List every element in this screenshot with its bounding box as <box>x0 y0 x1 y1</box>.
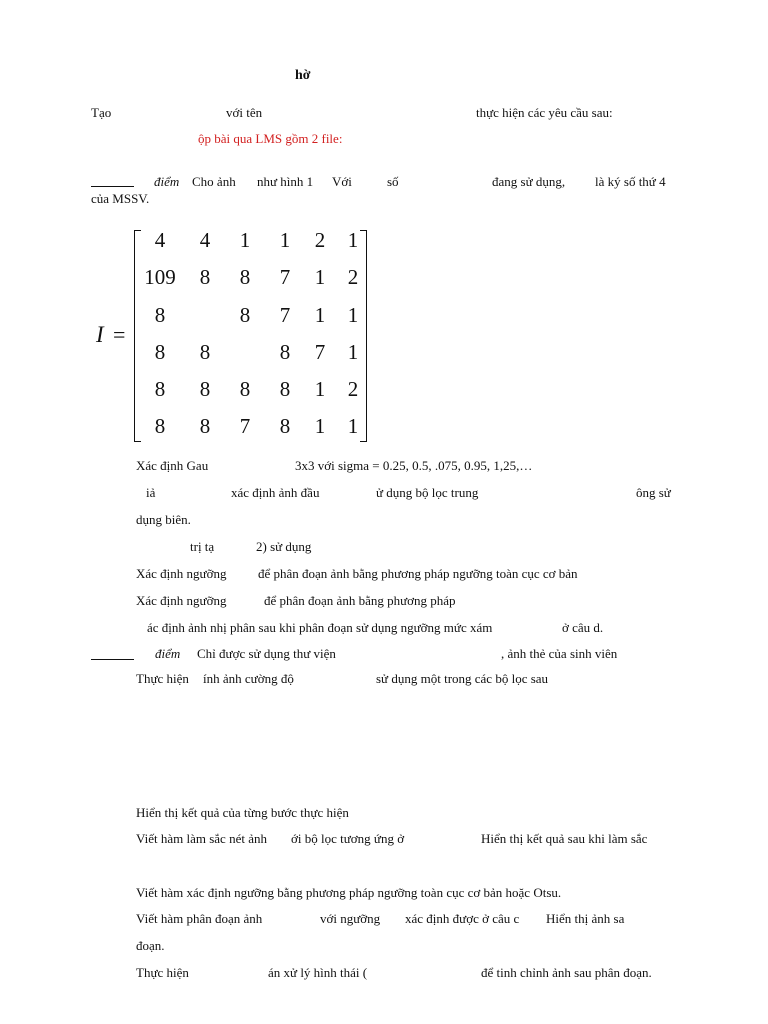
line-c2: 2) sử dụng <box>256 539 312 554</box>
line-b1: iả <box>146 485 156 500</box>
matrix-cell-r4-c5: 7 <box>314 340 326 364</box>
line-hien-thi-ket: Hiển thị kết quả sau khi làm sắc <box>481 831 648 846</box>
line-oi-bo-loc: ới bộ lọc tương ứng ở <box>291 831 405 846</box>
line-f1: ác định ảnh nhị phân sau khi phân đoạn sử dụng ngưỡng mức xám <box>147 620 493 635</box>
line-doan: đoạn. <box>136 938 165 953</box>
score-blank-1 <box>91 186 134 187</box>
line-d2: để phân đoạn ảnh bằng phương pháp ngưỡng toàn cục cơ bản <box>258 566 578 581</box>
page-heading: hờ <box>295 68 311 83</box>
q2-su-dung: sử dụng một trong các bộ lọc sau <box>376 671 549 686</box>
score-blank-2 <box>91 659 134 660</box>
matrix-cell-r5-c5: 1 <box>314 377 326 401</box>
matrix-cell-r1-c3: 1 <box>239 228 251 252</box>
line-hien-thi: Hiển thị kết quả của từng bước thực hiện <box>136 805 349 820</box>
matrix-cell-r1-c6: 1 <box>347 228 359 252</box>
matrix-cell-r5-c3: 8 <box>239 377 251 401</box>
line-a-right: 3x3 với sigma = 0.25, 0.5, .075, 0.95, 1,25,… <box>295 458 533 473</box>
q1-diem: điểm <box>154 174 180 189</box>
line-a-left: Xác định Gau <box>136 458 209 473</box>
q2-diem: điểm <box>155 646 181 661</box>
q2-chi-duoc: Chỉ được sử dụng thư viện <box>197 646 336 661</box>
matrix-cell-r3-c5: 1 <box>314 303 326 327</box>
matrix-cell-r5-c2: 8 <box>199 377 211 401</box>
q2-inh-anh: ính ảnh cường độ <box>203 671 294 686</box>
q2-thuc-hien: Thực hiện <box>136 671 189 686</box>
q2-anh-the: , ảnh thẻ của sinh viên <box>501 646 618 661</box>
matrix-cell-r2-c6: 2 <box>347 265 359 289</box>
matrix-cell-r3-c6: 1 <box>347 303 359 327</box>
matrix-cell-r2-c4: 7 <box>279 265 291 289</box>
intro-voi-ten: với tên <box>226 105 263 120</box>
matrix-cell-r1-c1: 4 <box>154 228 166 252</box>
intro-nop-bai: ộp bài qua LMS gồm 2 file: <box>198 131 343 146</box>
q1-voi: Với <box>332 174 352 189</box>
matrix-cell-r6-c3: 7 <box>239 414 251 438</box>
matrix-cell-r2-c3: 8 <box>239 265 251 289</box>
matrix-cell-r1-c5: 2 <box>314 228 326 252</box>
matrix-cell-r2-c1: 109 <box>144 265 176 289</box>
line-b5: dụng biên. <box>136 512 191 527</box>
intro-thuc-hien: thực hiện các yêu cầu sau: <box>476 105 613 120</box>
matrix-cell-r5-c4: 8 <box>279 377 291 401</box>
line-f2: ở câu d. <box>562 620 604 635</box>
matrix-cell-r4-c6: 1 <box>347 340 359 364</box>
matrix-cell-r6-c1: 8 <box>154 414 166 438</box>
matrix-cell-r3-c3: 8 <box>239 303 251 327</box>
line-viet-ham-1: Viết hàm làm sắc nét ảnh <box>136 831 267 846</box>
line-b2: xác định ảnh đầu <box>231 485 320 500</box>
matrix-right-bracket <box>360 230 367 442</box>
matrix-cell-r3-c1: 8 <box>154 303 166 327</box>
q1-cho-anh: Cho ảnh <box>192 174 236 189</box>
line-d1: Xác định ngưỡng <box>136 566 227 581</box>
line-an-xu-ly: án xử lý hình thái ( <box>268 965 368 980</box>
matrix-cell-r6-c6: 1 <box>347 414 359 438</box>
matrix-cell-r4-c2: 8 <box>199 340 211 364</box>
line-hien-thi-anh: Hiển thị ảnh sa <box>546 911 625 926</box>
matrix-cell-r6-c2: 8 <box>199 414 211 438</box>
matrix-cell-r6-c4: 8 <box>279 414 291 438</box>
line-xac-dinh-duoc: xác định được ở câu c <box>405 911 520 926</box>
line-thuc-hien: Thực hiện <box>136 965 189 980</box>
matrix-equals: = <box>113 322 126 347</box>
matrix-cell-r4-c4: 8 <box>279 340 291 364</box>
line-b4: ông sử <box>636 485 671 500</box>
line-de-tinh: để tinh chỉnh ảnh sau phân đoạn. <box>481 965 652 980</box>
matrix-cell-r1-c4: 1 <box>279 228 291 252</box>
q1-nhu-hinh: như hình 1 <box>257 174 314 189</box>
q1-mssv: của MSSV. <box>91 191 150 206</box>
line-b3: ử dụng bộ lọc trung <box>376 485 479 500</box>
matrix-cell-r3-c4: 7 <box>279 303 291 327</box>
q1-la-ky-so: là ký số thứ 4 <box>595 174 666 189</box>
matrix-cell-r1-c2: 4 <box>199 228 211 252</box>
matrix-cell-r5-c1: 8 <box>154 377 166 401</box>
intro-tao: Tạo <box>91 105 112 120</box>
line-viet-ham-2: Viết hàm xác định ngưỡng bằng phương pháp ngưỡng toàn cục cơ bản hoặc Otsu. <box>136 885 562 900</box>
matrix-cell-r2-c5: 1 <box>314 265 326 289</box>
matrix-cell-r6-c5: 1 <box>314 414 326 438</box>
matrix-left-bracket <box>134 230 141 442</box>
line-e1: Xác định ngưỡng <box>136 593 227 608</box>
matrix-cell-r4-c1: 8 <box>154 340 166 364</box>
line-voi-nguong: với ngưỡng <box>320 911 381 926</box>
line-e2: để phân đoạn ảnh bằng phương pháp <box>264 593 456 608</box>
matrix-symbol: I <box>96 322 104 347</box>
q1-dang-su-dung: đang sử dụng, <box>492 174 566 189</box>
line-c1: trị tạ <box>190 539 215 554</box>
line-viet-ham-3: Viết hàm phân đoạn ảnh <box>136 911 263 926</box>
q1-so: số <box>387 174 399 189</box>
matrix-cell-r2-c2: 8 <box>199 265 211 289</box>
matrix-cell-r5-c6: 2 <box>347 377 359 401</box>
